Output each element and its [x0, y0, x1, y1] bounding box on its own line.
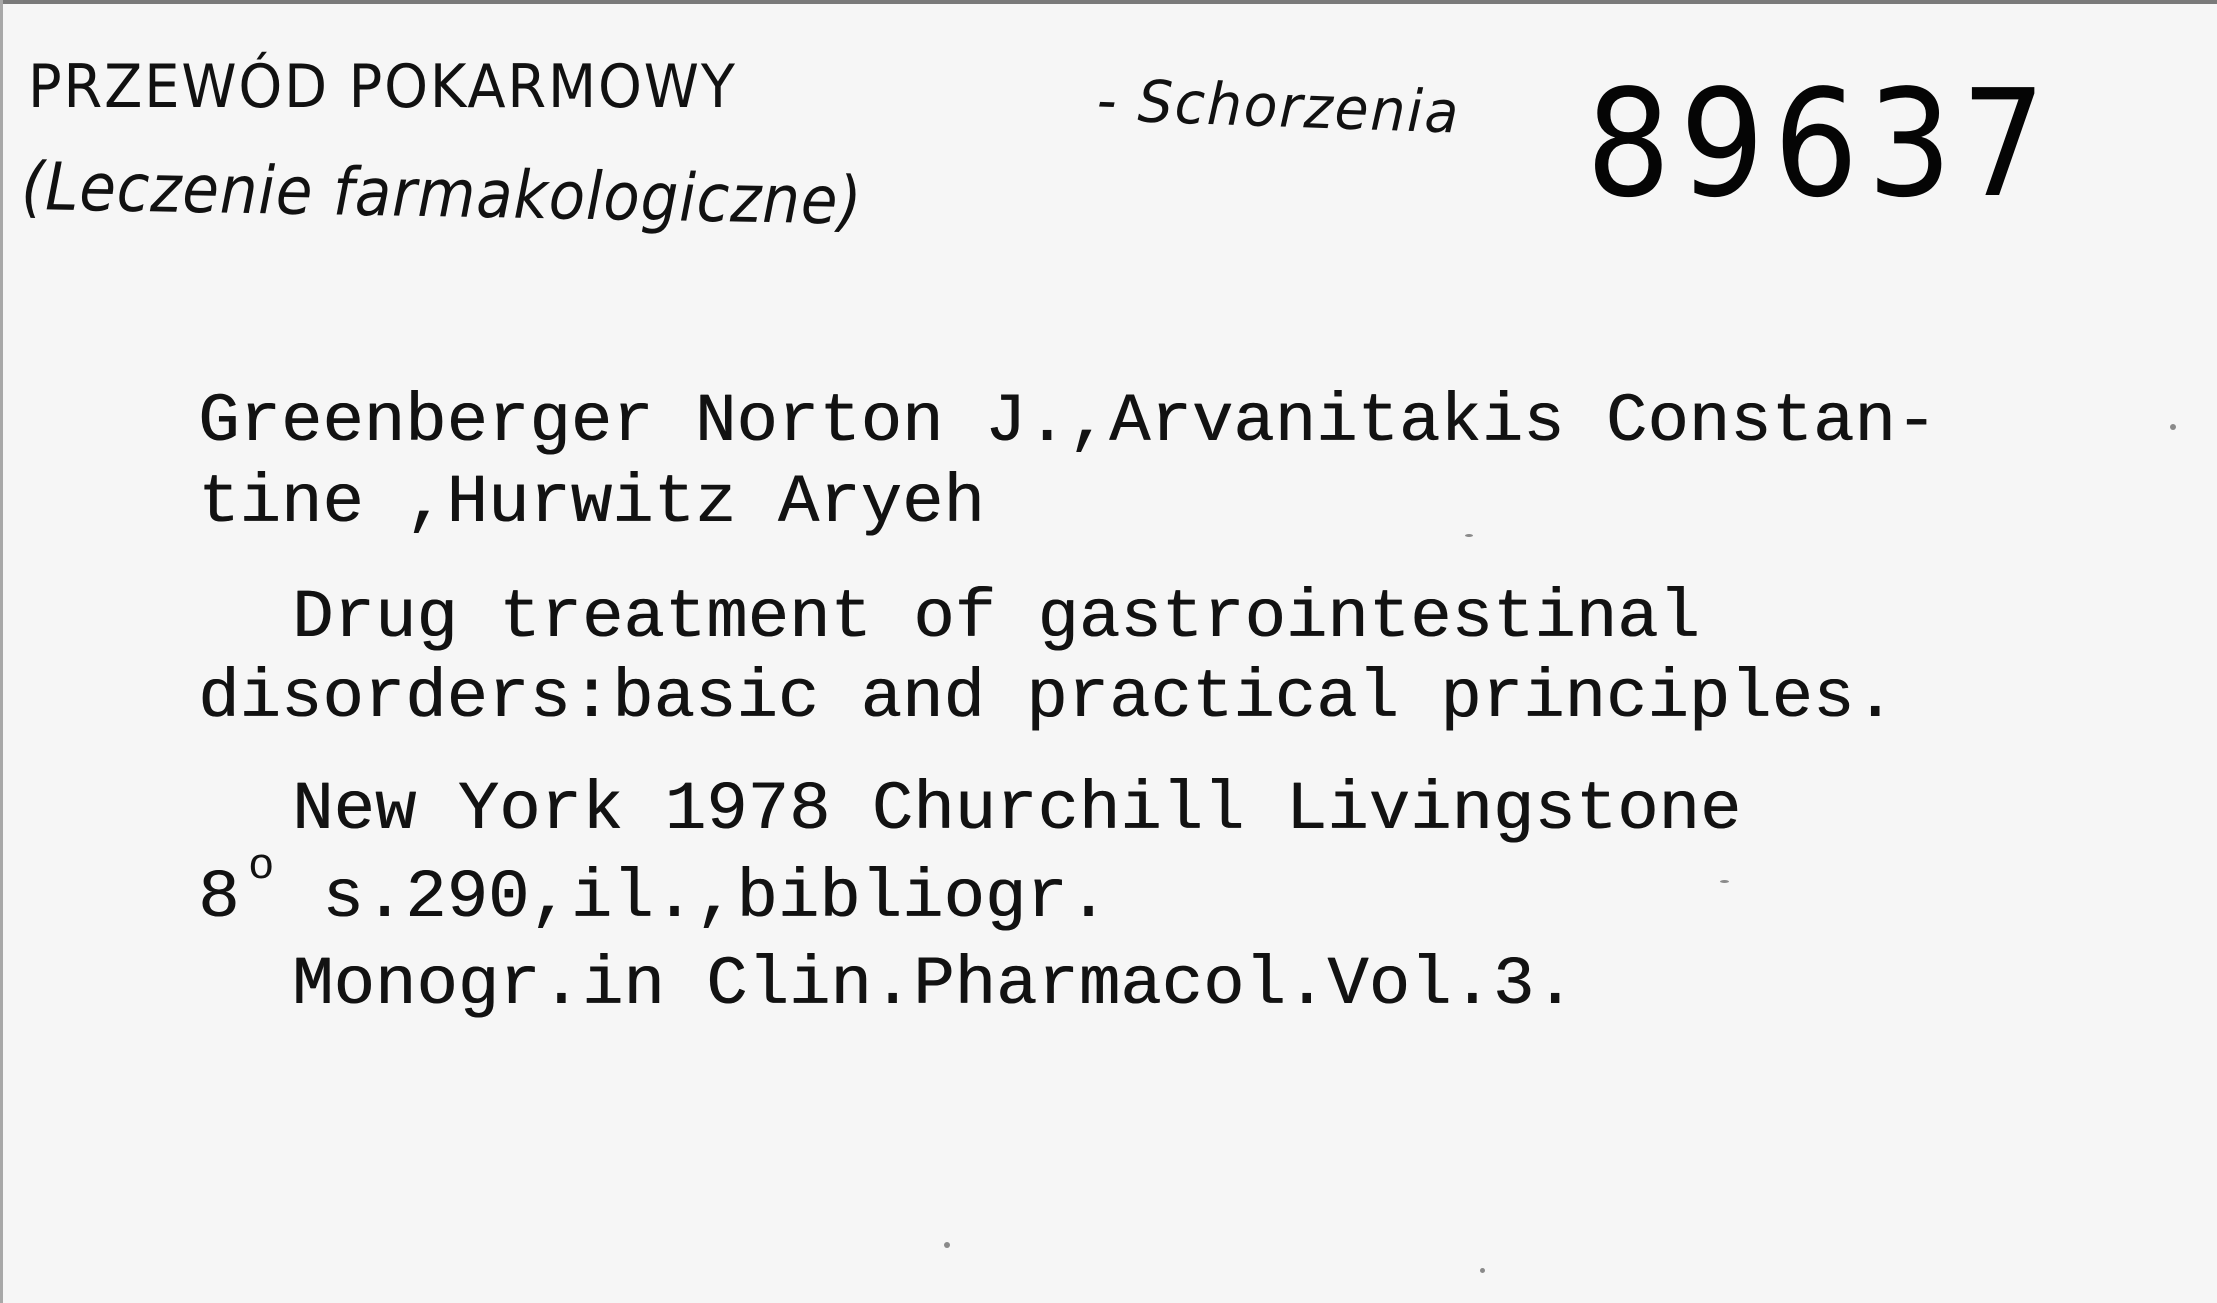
physical-description	[198, 859, 1109, 937]
authors-line-2: tine ,Hurwitz Aryeh	[198, 464, 985, 542]
card-left-edge	[0, 0, 3, 1303]
format-size: 8	[198, 859, 240, 937]
subject-subheading: - Schorzenia	[1095, 66, 1462, 147]
paper-speck	[2170, 424, 2176, 430]
physical-details: s.290,il.,bibliogr.	[322, 859, 1109, 937]
title-line-1: Drug treatment of gastrointestinal	[292, 579, 1700, 657]
subject-heading: PRZEWÓD POKARMOWY	[28, 52, 737, 122]
paper-speck	[944, 1242, 950, 1248]
imprint-line: New York 1978 Churchill Livingstone	[292, 771, 1742, 849]
paper-speck	[1720, 880, 1729, 883]
title-line-2: disorders:basic and practical principles.	[198, 659, 1896, 737]
accession-number: 89637	[1586, 58, 2055, 230]
card-top-edge	[0, 0, 2217, 4]
paper-speck	[1480, 1268, 1485, 1273]
authors-line-1: Greenberger Norton J.,Arvanitakis Constan-	[198, 383, 1938, 461]
format-degree: o	[248, 842, 275, 892]
subject-qualifier: (Leczenie farmakologiczne)	[20, 148, 864, 240]
series-line: Monogr.in Clin.Pharmacol.Vol.3.	[292, 946, 1576, 1024]
paper-speck	[1465, 534, 1473, 537]
